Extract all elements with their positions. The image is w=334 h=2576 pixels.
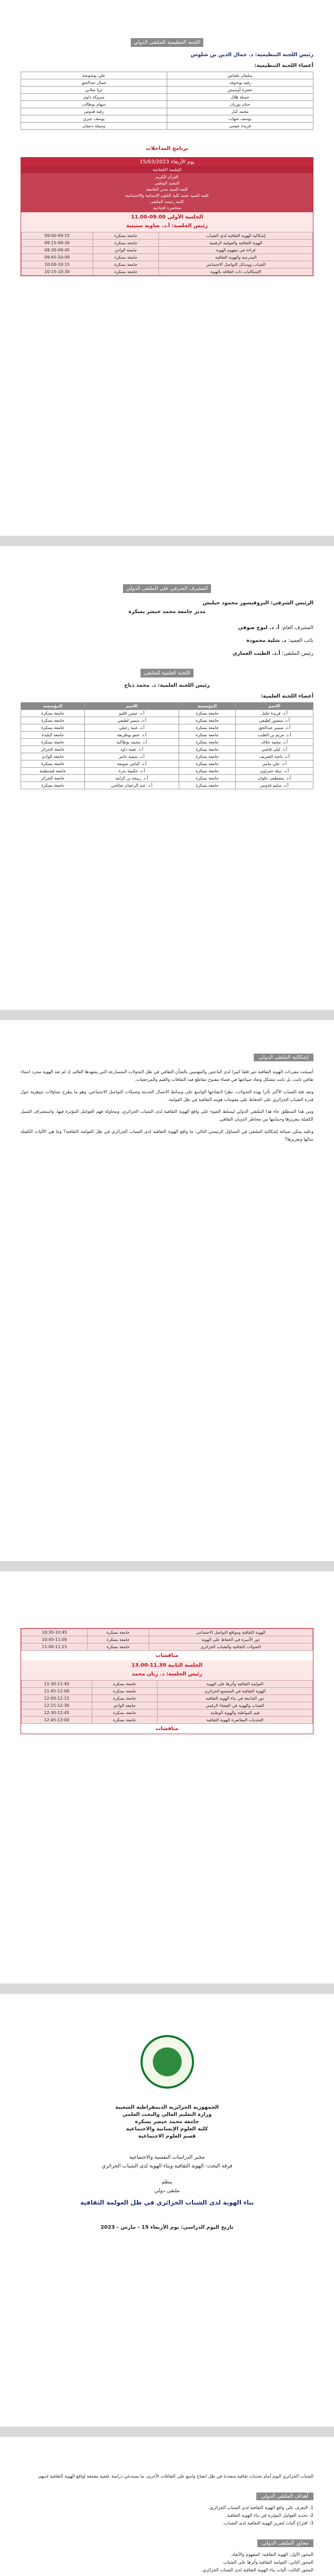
talk-title: التحديات المعاصرة للهوية الثقافية (157, 1717, 312, 1724)
goal-item: 2- تحديد العوامل المؤثرة في بناء الهوية الثقافية. (225, 2513, 313, 2518)
sci-cell: أ.د. سليم قدوس (236, 782, 313, 789)
problem-paragraph: ومن هذا المنطلق جاء هذا الملتقى الدولي ليسلط الضوء على واقع الهوية الثقافية لدى الشباب الجزائري، ومحاولة فهم العوامل المؤثرة فيها، واستشراف السبل الكفيلة بتعزيزها وحمايتها من مخاطر الذوبان الثقافي. (21, 1109, 313, 1122)
table-row (21, 775, 313, 782)
event-title: بناء الهوية لدى الشباب الجزائري في ظل العولمة الثقافية (80, 2199, 254, 2206)
vice-label: نائب العميد: (288, 638, 313, 643)
talk-time: 12:15-12:30 (22, 1702, 92, 1709)
sci-cell: أ.د. علي مامي (236, 760, 313, 768)
schedule-row (22, 1636, 313, 1643)
table-row (21, 753, 313, 760)
honor-chair: الرئيس الشرفي: البروفيسور محمود حيليش (202, 600, 313, 606)
axes-title: محاور الملتقى الدولي (257, 2539, 314, 2547)
talk-title: قراءة في مفهوم الهوية (159, 247, 313, 254)
talk-title: المدرسة والهوية الثقافية (159, 254, 313, 261)
sci-cell: جامعة بسكرة (179, 775, 236, 782)
page-gap (0, 1010, 334, 1020)
session1-table (21, 232, 313, 276)
table-header-row (21, 703, 313, 710)
sci-cell: أ.د. حكيمة بدرة (84, 768, 179, 775)
talk-institution: جامعة بسكرة (92, 1709, 157, 1717)
page-1 (0, 0, 334, 536)
discussion-1: مناقشات (21, 1651, 313, 1660)
talk-title: إشكالية الهوية الثقافية لدى الشباب (159, 232, 313, 240)
dean-name: أ. د. لبوخ صوفي (238, 625, 279, 631)
org-by: ينظم (162, 2179, 172, 2185)
talk-institution: جامعة بسكرة (92, 1717, 157, 1724)
sci-cell: جامعة بسكرة (21, 782, 85, 789)
session1-continued-table (21, 1629, 313, 1651)
schedule-row (22, 1709, 313, 1717)
opening-line: القرآن الكريم (155, 175, 179, 179)
talk-time: 12:30-12:45 (22, 1709, 92, 1717)
table-row (21, 108, 313, 115)
sci-cell: جامعة بسكرة (179, 746, 236, 753)
sci-cell: أ.د. ليلى قاضي (236, 746, 313, 753)
member-cell: مبروكة ذاوي (21, 94, 167, 101)
schedule-row (22, 1702, 313, 1709)
page-gap (0, 2427, 334, 2437)
problem-paragraph: أصبحت مفردات الهوية الثقافية تثير قلقا كبيرا لدى الباحثين والمهتمين بالشأن الثقافي في ظل التحولات المتسارعة التي يشهدها العالم، إذ لم تعد الهوية مجرد انتماء ثقافي ثابت، بل باتت تتشكل وتعاد صياغتها في فضاء مفتوح تتقاطع فيه الثقافات والقيم والمرجعيات. (21, 1070, 313, 1082)
problem-paragraph: وتعد فئة الشباب الأكثر تأثرا بهذه التحولات، نظرا لانفتاحها الواسع على وسائط الاتصال الحديثة وشبكات التواصل الاجتماعي، وهو ما يطرح تساؤلات جوهرية حول قدرة الشباب الجزائري على الحفاظ على مقومات هويته الثقافية في ظل العولمة. (21, 1089, 313, 1103)
axes-list (0, 2551, 334, 2574)
team: فرقة البحث: الهوية الثقافية وبناء الهوية لدى الشباب الجزائري (101, 2163, 233, 2169)
member-cell: سهام بوطالب (21, 101, 167, 108)
table-row (21, 739, 313, 746)
talk-title: الهوية الثقافية والعولمة الرقمية (159, 240, 313, 247)
member-cell: سلمان بلعباس (167, 72, 313, 79)
member-cell: جمال عبدالحق (21, 79, 167, 87)
sci-cell: أ.د. غنية زحيلي (84, 724, 179, 732)
member-cell: يوسف شهاب (167, 115, 313, 123)
schedule-row (22, 1695, 313, 1702)
dean-label: المشرف العام: (281, 625, 313, 631)
table-row (21, 710, 313, 717)
talk-time: 12:45-13:00 (22, 1717, 92, 1724)
sci-cell: جامعة بسكرة (179, 724, 236, 732)
sci-cell: جامعة بسكرة (21, 739, 85, 746)
talk-institution: جامعة الوادي (92, 1702, 157, 1709)
opening-line: محاضرة افتتاحية (153, 206, 181, 210)
problem-paragraphs (0, 1069, 334, 1144)
republic: الجمهورية الجزائرية الديمقراطية الشعبية (115, 2105, 219, 2110)
sci-cell: أ.د. الياس شويمة (84, 760, 179, 768)
page-gap (0, 536, 334, 546)
chair-name: أ.د. الطيب العماري (232, 651, 280, 656)
org-committee-head: رئيس اللجنة التنظيمية: د. جمال الدين بن شلوش (190, 52, 313, 58)
org-members-title: أعضاء اللجنة التنظيمية: (254, 63, 313, 69)
page-2 (0, 546, 334, 1010)
sci-cell: جامعة الجزائر (21, 775, 85, 782)
director: مدير جامعة محمد خيضر بسكرة (128, 609, 206, 615)
page-5 (0, 1994, 334, 2427)
talk-title: التحولات الثقافية والشباب الجزائري (149, 1643, 312, 1651)
member-cell: علي بوشوشة (21, 72, 167, 79)
discussion-2: مناقشات (21, 1724, 313, 1734)
opening-line: النشيد الوطني (154, 181, 180, 185)
sci-cell: أ.د. مريم بن الطيب (236, 732, 313, 739)
sci-head: رئيس اللجنة العلمية: د. محمد ذباح (124, 683, 210, 688)
talk-institution: جامعة بسكرة (93, 261, 159, 268)
talk-time: 09:15-09:30 (22, 240, 93, 247)
session2-chair: رئيس الجلسة: د. زيان محمد (21, 1670, 313, 1680)
talk-time: 09:30-09:45 (22, 247, 93, 254)
talk-title: قيم المواطنة والهوية الوطنية (157, 1709, 312, 1717)
axis-item: المحور الأول: الهوية الثقافية: المفهوم والأبعاد. (231, 2552, 313, 2557)
sci-cell: أ.د. محمد حلاف (236, 739, 313, 746)
table-row (21, 724, 313, 732)
talk-institution: جامعة بسكرة (87, 1629, 149, 1636)
member-cell: وسيلة دحمان (21, 123, 167, 130)
table-row (21, 123, 313, 130)
program-title: برنامج المداخلات (146, 146, 188, 151)
sci-cell: جامعة بسكرة (179, 760, 236, 768)
member-cell: حنان بوزيان (167, 101, 313, 108)
talk-title: دور الأسرة في الحفاظ على الهوية (149, 1636, 312, 1643)
sci-cell: أ.د. ناجية الشريف (236, 753, 313, 760)
talk-title: العولمة الثقافية وأثرها على الهوية (157, 1681, 312, 1688)
talk-time: 09:45-10:00 (22, 254, 93, 261)
talk-time: 10:15-10:30 (22, 268, 93, 276)
talk-time: 10:30-10:45 (22, 1629, 87, 1636)
problem-paragraph: وعليه يمكن صياغة إشكالية الملتقى في التساؤل الرئيسي التالي: ما واقع الهوية الثقافية لدى الشباب الجزائري في ظل العولمة الثقافية؟ وما هي الآليات الكفيلة ببنائها وتعزيزها؟ (21, 1129, 313, 1142)
chair-label: رئيس الملتقى: (282, 651, 313, 656)
sci-cell: أ.د. سمية عامر (84, 753, 179, 760)
sci-members-table (21, 702, 313, 789)
honor-title: المشرف الشرفي على الملتقى الدولي (123, 584, 211, 593)
university-logo-icon (140, 2035, 194, 2089)
sci-cell: جامعة بسكرة (179, 782, 236, 789)
sci-cell: جامعة البليدة (21, 732, 85, 739)
member-cell: رقية بوخنوف (167, 79, 313, 87)
sci-cell: أ.د. منصور لطيفي (236, 717, 313, 724)
table-row (21, 115, 313, 123)
column-header: المؤسسة (179, 703, 236, 710)
talk-institution: جامعة بسكرة (92, 1681, 157, 1688)
sci-cell: أ.د. حمو بوظريفة (84, 732, 179, 739)
table-row (21, 732, 313, 739)
talk-institution: جامعة بسكرة (92, 1695, 157, 1702)
column-header: الاسم (84, 703, 179, 710)
ministry: وزارة التعليم العالي والبحث العلمي (122, 2112, 212, 2117)
member-cell: ثريا شلابي (21, 87, 167, 94)
page-4 (0, 1571, 334, 1984)
schedule-row (22, 1681, 313, 1688)
sci-cell: جامعة بسكرة (21, 710, 85, 717)
talk-institution: جامعة بسكرة (92, 1688, 157, 1695)
university: جامعة محمد خيضر بسكرة (135, 2119, 199, 2125)
axis-item: المحور الثالث: آليات بناء الهوية الثقافية لدى الشباب الجزائري. (201, 2568, 313, 2573)
sci-cell: أ.د. نعمة داود (84, 746, 179, 753)
member-cell: جميلة هلال (167, 94, 313, 101)
event-date: تاريخ اليوم الدراسي: يوم الأربعاء 15 - مارس - 2023 (100, 2225, 234, 2230)
table-row (21, 717, 313, 724)
talk-time: 12:00-12:15 (22, 1695, 92, 1702)
talk-time: 10:45-11:00 (22, 1636, 87, 1643)
sci-cell: جامعة بسكرة (179, 732, 236, 739)
talk-title: دور الجامعة في بناء الهوية الثقافية (157, 1695, 312, 1702)
sci-members-title: أعضاء اللجنة العلمية: (260, 693, 313, 699)
dept: قسم العلوم الاجتماعية (138, 2133, 196, 2139)
member-cell: يوسف حيزي (21, 115, 167, 123)
sci-cell: جامعة بسكرة (179, 710, 236, 717)
talk-time: 09:00-09:15 (22, 232, 93, 240)
goals-title: أهداف الملتقى الدولي (256, 2493, 313, 2500)
goals-list (0, 2504, 334, 2528)
member-cell: خضرة أوشيش (167, 87, 313, 94)
sci-cell: أ.د. فريدة خليل (236, 710, 313, 717)
talk-time: 11:30-11:45 (22, 1681, 92, 1688)
talk-institution: جامعة بسكرة (87, 1636, 149, 1643)
talk-time: 11:45-12:00 (22, 1688, 92, 1695)
intro-paragraph: الشباب الجزائري اليوم أمام تحديات ثقافية متعددة في ظل انفتاح واسع على الثقافات الأخرى، ما يستدعي دراسة علمية معمقة لواقع الهوية الثقافية لديهم. (37, 2474, 313, 2479)
session1-chair: رئيس الجلسة: أ.د. صاوية ستيتية (21, 222, 313, 232)
event-type: ملتقى دولي (154, 2188, 180, 2194)
program-date: يوم الأربعاء 15/03/2023 (21, 158, 313, 166)
session2-title: الجلسة الثانية 11.30-13.00 (21, 1660, 313, 1670)
talk-institution: جامعة بسكرة (93, 232, 159, 240)
talk-institution: جامعة بسكرة (93, 240, 159, 247)
page-gap (0, 1561, 334, 1571)
talk-title: الشباب والهوية في الفضاء الرقمي (157, 1702, 312, 1709)
table-row (21, 746, 313, 753)
column-header: المؤسسة (21, 703, 85, 710)
goal-item: 1- التعرف على واقع الهوية الثقافية لدى الشباب الجزائري. (208, 2505, 313, 2511)
schedule-row (22, 232, 313, 240)
column-header: الاسم (236, 703, 313, 710)
schedule-row (22, 268, 313, 276)
talk-time: 11:00-11:15 (22, 1643, 87, 1651)
page-gap (0, 1984, 334, 1994)
talk-institution: جامعة الوادي (93, 247, 159, 254)
sci-cell: جامعة بسكرة (21, 717, 85, 724)
table-row (21, 760, 313, 768)
member-cell: رقية قدوس (21, 108, 167, 115)
sci-cell: جامعة بسكرة (21, 760, 85, 768)
talk-time: 10:00-10:15 (22, 261, 93, 268)
opening-line: كلمة السيد مدير الجامعة (146, 187, 188, 192)
table-row (21, 87, 313, 94)
lab: مخبر الدراسات النفسية والاجتماعية (129, 2155, 205, 2160)
session1-title: الجلسة الأولى 09.00-11.00 (21, 212, 313, 222)
sci-cell: أ.د. محمد بوطاكية (84, 739, 179, 746)
org-members-table (21, 72, 313, 130)
table-row (21, 79, 313, 87)
talk-institution: جامعة بسكرة (87, 1643, 149, 1651)
sci-title: اللجنة العلمية للملتقى (140, 669, 193, 677)
sci-cell: جامعة بسكرة (179, 753, 236, 760)
axis-item: المحور الثاني: العولمة الثقافية وأثرها على الشباب. (222, 2560, 313, 2565)
member-cell: محمد كبار (167, 108, 313, 115)
talk-institution: جامعة بسكرة (93, 268, 159, 276)
page-3 (0, 1020, 334, 1561)
talk-title: الشباب ووسائل التواصل الاجتماعي (159, 261, 313, 268)
sci-cell: جامعة قسنطينة (21, 768, 85, 775)
table-row (21, 94, 313, 101)
schedule-row (22, 1717, 313, 1724)
talk-title: الهوية الثقافية ومواقع التواصل الاجتماعي (149, 1629, 312, 1636)
schedule-row (22, 1688, 313, 1695)
sci-cell: جامعة بسكرة (179, 739, 236, 746)
problem-title: إشكالية الملتقى الدولي (254, 1054, 313, 1061)
talk-title: الهوية الثقافية في المجتمع الجزائري (157, 1688, 312, 1695)
table-row (21, 101, 313, 108)
sci-cell: أ.د. نبيلة حمزاوي (236, 768, 313, 775)
goal-item: 3- اقتراح آليات لتعزيز الهوية الثقافية لدى الشباب. (223, 2521, 313, 2526)
schedule-row (22, 261, 313, 268)
sci-cell: أ.د. سمير عبدالحق (236, 724, 313, 732)
table-row (21, 782, 313, 789)
sci-cell: جامعة بسكرة (179, 768, 236, 775)
sci-cell: جامعة الجزائر (21, 746, 85, 753)
sci-cell: جامعة بسكرة (21, 724, 85, 732)
sci-cell: أ.د. سمير لطيفي (84, 717, 179, 724)
schedule-row (22, 240, 313, 247)
opening-lines (21, 173, 313, 212)
table-row (21, 768, 313, 775)
sci-cell: أ.د. ربيحة بن كرامة (84, 775, 179, 782)
page-6 (0, 2437, 334, 2576)
opening-line: كلمة رئيسة الملتقى (150, 199, 184, 204)
org-committee-title: اللجنة التنظيمية للملتقى الدولي (131, 38, 204, 47)
sci-cell: جامعة الوادي (21, 753, 85, 760)
sci-cell: جامعة بسكرة (179, 717, 236, 724)
table-row (21, 72, 313, 79)
session2-table (21, 1680, 313, 1724)
member-cell: فريدة عيسى (167, 123, 313, 130)
vice-name: د. شلية محمودة (246, 638, 287, 643)
sci-cell: أ.د. حسن اقليو (84, 710, 179, 717)
opening-session: الجلسة الافتتاحية (21, 166, 313, 173)
sci-cell: أ.د. عبد الرحمان صالحي (84, 782, 179, 789)
schedule-row (22, 247, 313, 254)
sci-cell: أ.د. مصطفى علوان (236, 775, 313, 782)
schedule-row (22, 1643, 313, 1651)
talk-institution: جامعة بسكرة (93, 254, 159, 261)
opening-line: كلمة السيد عميد كلية العلوم الإنسانية والاجتماعية (125, 193, 209, 198)
schedule-row (22, 1629, 313, 1636)
talk-title: الإشكاليات ذات العلاقة بالهوية (159, 268, 313, 276)
faculty: كلية العلوم الإنسانية والاجتماعية (126, 2126, 208, 2132)
schedule-row (22, 254, 313, 261)
